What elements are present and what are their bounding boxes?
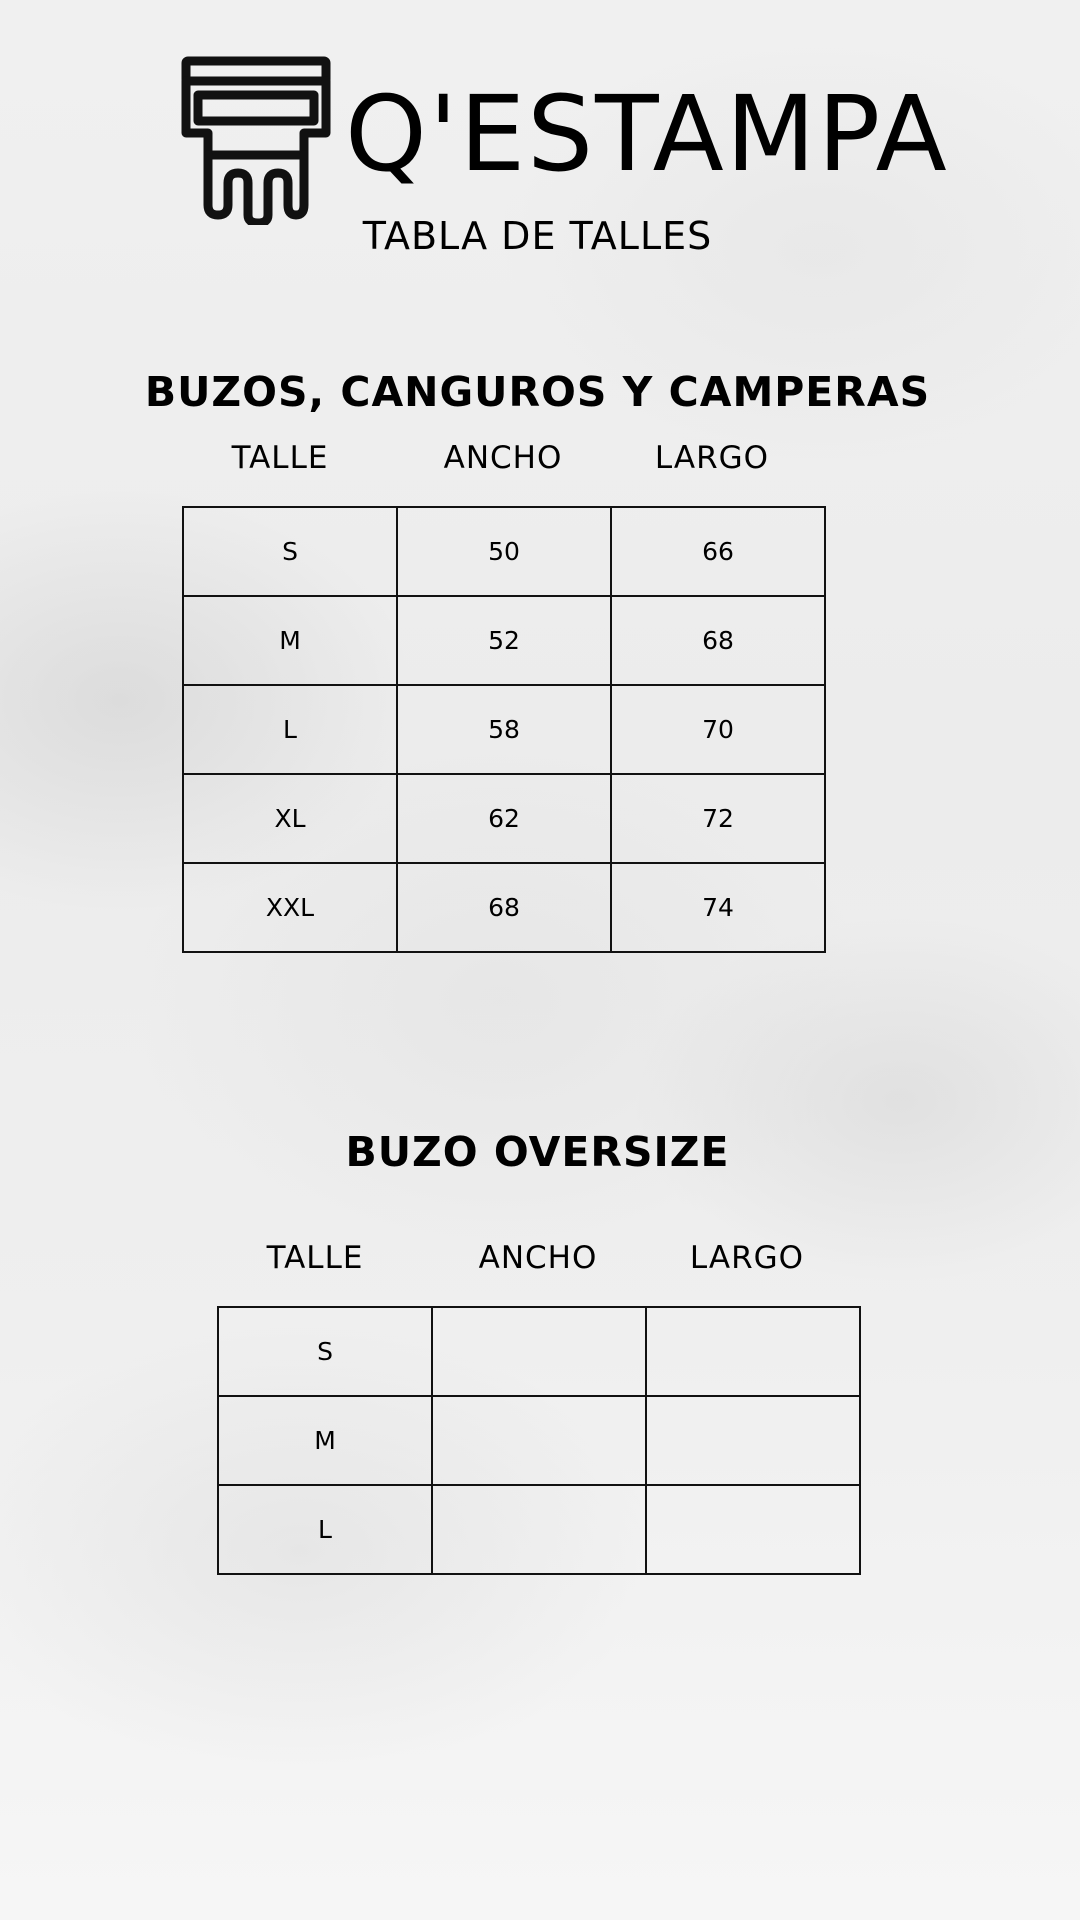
cell-talle: L: [218, 1485, 432, 1574]
table-row: [183, 774, 825, 863]
cell-largo: 70: [611, 685, 825, 774]
cell-largo: [646, 1485, 860, 1574]
squeegee-logo-icon: [180, 55, 332, 225]
cell-talle: XXL: [183, 863, 397, 952]
column-header-ancho: ANCHO: [478, 1240, 598, 1276]
cell-ancho: 58: [397, 685, 611, 774]
table-row: [218, 1307, 860, 1396]
cell-talle: S: [183, 507, 397, 596]
table-row: [183, 863, 825, 952]
cell-ancho: 50: [397, 507, 611, 596]
table-row: [218, 1396, 860, 1485]
cell-talle: M: [183, 596, 397, 685]
brand-wordmark: Q'ESTAMPA: [345, 73, 949, 195]
cell-ancho: 52: [397, 596, 611, 685]
cell-ancho: [432, 1396, 646, 1485]
table-row: [218, 1485, 860, 1574]
column-header-talle: TALLE: [266, 1240, 364, 1276]
size-table-buzos: [182, 506, 826, 953]
cell-ancho: [432, 1485, 646, 1574]
cell-ancho: [432, 1307, 646, 1396]
column-header-largo: LARGO: [654, 440, 770, 476]
cell-largo: 72: [611, 774, 825, 863]
column-header-largo: LARGO: [689, 1240, 805, 1276]
cell-talle: M: [218, 1396, 432, 1485]
section-title-oversize: BUZO OVERSIZE: [345, 1128, 730, 1176]
table-row: [183, 507, 825, 596]
cell-talle: XL: [183, 774, 397, 863]
column-header-talle: TALLE: [231, 440, 329, 476]
cell-talle: L: [183, 685, 397, 774]
page-subtitle: TABLA DE TALLES: [362, 214, 713, 258]
cell-largo: 68: [611, 596, 825, 685]
table-row: [183, 596, 825, 685]
section-title-buzos: BUZOS, CANGUROS Y CAMPERAS: [144, 368, 931, 416]
cell-ancho: 62: [397, 774, 611, 863]
cell-largo: [646, 1307, 860, 1396]
table-row: [183, 685, 825, 774]
cell-largo: [646, 1396, 860, 1485]
column-header-ancho: ANCHO: [443, 440, 563, 476]
cell-largo: 66: [611, 507, 825, 596]
cell-largo: 74: [611, 863, 825, 952]
cell-talle: S: [218, 1307, 432, 1396]
size-table-oversize: [217, 1306, 861, 1575]
cell-ancho: 68: [397, 863, 611, 952]
